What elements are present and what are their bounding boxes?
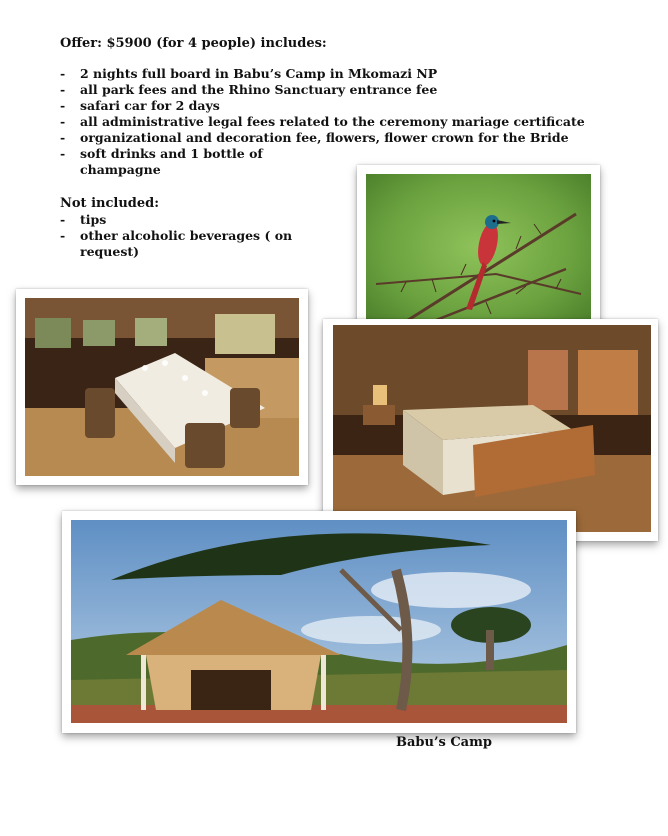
list-item-text: all administrative legal fees related to the ceremony mariage certificate: [80, 114, 585, 129]
list-item-text: all park fees and the Rhino Sanctuary entrance fee: [80, 82, 438, 97]
bird-photo: [357, 165, 600, 345]
list-dash: -: [60, 98, 66, 113]
bedroom-photo: [323, 319, 658, 541]
list-item: [60, 228, 300, 260]
list-item-text: organizational and decoration fee, flowers, flower crown for the Bride: [80, 130, 569, 145]
list-dash: -: [60, 130, 66, 145]
not-included-title: Not included:: [60, 196, 160, 211]
list-dash: -: [60, 114, 66, 129]
list-item: [60, 98, 660, 114]
list-dash: -: [60, 228, 66, 243]
offer-title: Offer: $5900 (for 4 people) includes:: [60, 36, 327, 51]
list-dash: -: [60, 212, 66, 227]
not-included-list: [60, 212, 300, 260]
list-item: [60, 212, 300, 228]
list-item-text: tips: [80, 212, 107, 227]
dining-tent-photo: [16, 289, 308, 485]
list-item: [60, 130, 660, 146]
list-dash: -: [60, 146, 66, 161]
list-item-text: other alcoholic beverages ( on request): [80, 228, 293, 259]
list-item-text: 2 nights full board in Babu’s Camp in Mkomazi NP: [80, 66, 438, 81]
list-item: [60, 66, 660, 82]
list-item: [60, 114, 660, 130]
list-item-text: soft drinks and 1 bottle of champagne: [80, 146, 263, 177]
list-dash: -: [60, 66, 66, 81]
list-item-text: safari car for 2 days: [80, 98, 220, 113]
list-item: [60, 146, 290, 178]
photo-caption: Babu’s Camp: [396, 735, 492, 750]
list-dash: -: [60, 82, 66, 97]
camp-photo: [62, 511, 576, 733]
includes-list: [60, 66, 660, 178]
list-item: [60, 82, 660, 98]
